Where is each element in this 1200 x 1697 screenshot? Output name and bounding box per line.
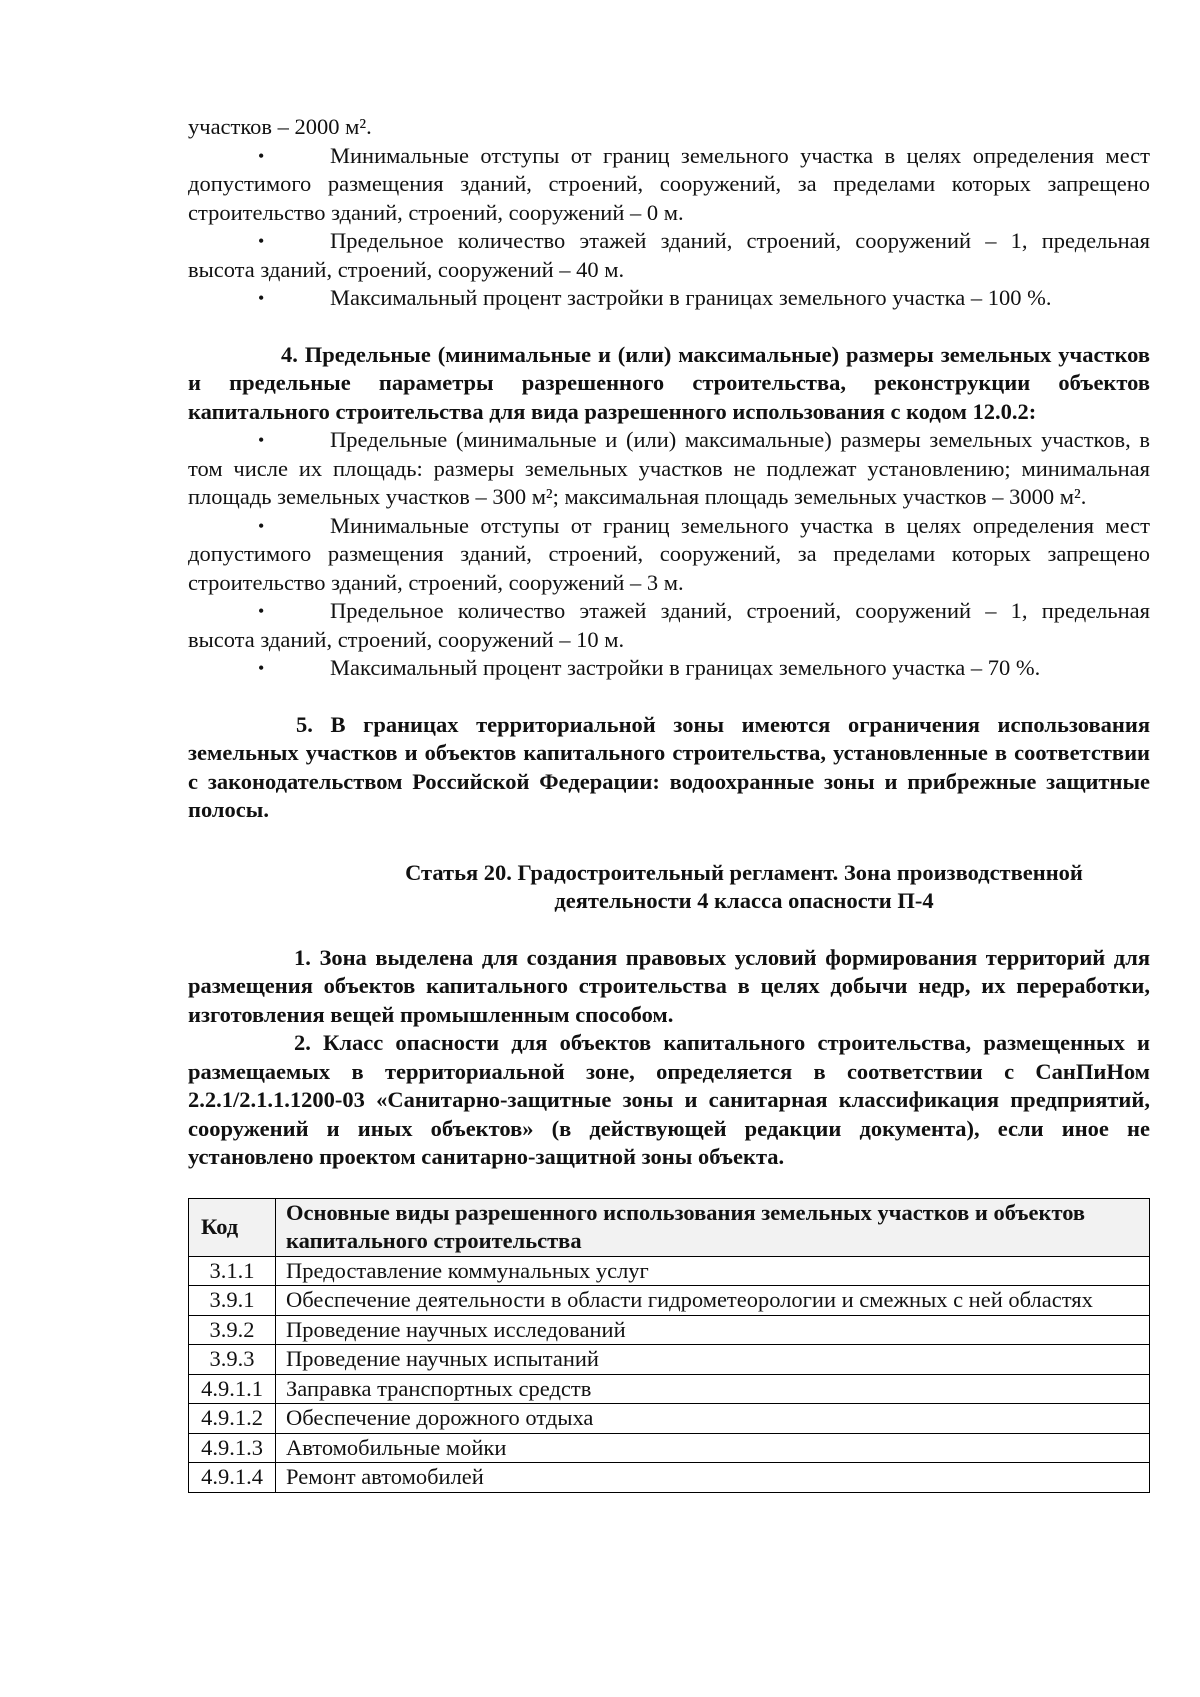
row-description: Автомобильные мойки [276,1433,1150,1463]
section-5-text: 5. В границах территориальной зоны имеются ограничения использования земельных участков и объектов капитального строительства, установленные в соответствии с законодательством Российской Федерации: водоохранные зоны и прибрежные защитные полосы. [188,711,1150,822]
row-code: 3.9.1 [189,1286,276,1316]
document-body [188,113,1150,1493]
row-code: 3.9.3 [189,1345,276,1375]
row-code: 4.9.1.3 [189,1433,276,1463]
article-title-line-2: деятельности 4 класса опасности П-4 [554,888,934,913]
bullet-icon: • [258,288,265,308]
bullet-icon: • [258,515,265,536]
table-row [189,1433,1150,1463]
bullet-icon: • [258,430,265,450]
bullet-item: • Максимальный процент застройки в границах земельного участка – 70 %. [188,654,1150,683]
bullet-item: • Предельное количество этажей зданий, строений, сооружений – 1, предельная высота зданий, строений, сооружений – 10 м. [188,598,1150,652]
row-code: 3.1.1 [189,1256,276,1286]
section-4-heading: 4. Предельные (минимальные и (или) максимальные) размеры земельных участков и предельные параметры разрешенного строительства, реконструкции объектов капитального строительства для вида разрешенного использования с кодом 12.0.2: [188,341,1150,424]
header-code: Код [189,1198,276,1256]
table-row [189,1256,1150,1286]
row-description: Обеспечение деятельности в области гидрометеорологии и смежных с ней областях [276,1286,1150,1316]
bullet-item: • Максимальный процент застройки в границах земельного участка – 100 %. [188,284,1150,313]
bullet-icon: • [258,601,265,621]
row-description: Проведение научных испытаний [276,1345,1150,1375]
article-paragraph-1: 1. Зона выделена для создания правовых условий формирования территорий для размещения объектов капитального строительства в целях добычи недр, их переработки, изготовления вещей промышленным способом. [188,944,1150,1027]
row-description: Обеспечение дорожного отдыха [276,1404,1150,1434]
row-code: 3.9.2 [189,1315,276,1345]
row-description: Предоставление коммунальных услуг [276,1256,1150,1286]
table-header-row [189,1198,1150,1256]
article-title-line-1: Статья 20. Градостроительный регламент. Зона производственной [405,859,1083,885]
row-description: Заправка транспортных средств [276,1374,1150,1404]
bullet-item: • Минимальные отступы от границ земельного участка в целях определения мест допустимого размещения зданий, строений, сооружений, за пределами которых запрещено строительство зданий, строений, сооружений – 3 м. [188,512,1150,595]
bullet-icon: • [258,231,265,251]
bullet-item: • Предельные (минимальные и (или) максимальные) размеры земельных участков, в том числе их площадь: размеры земельных участков не подлежат установлению; минимальная площадь земельных участков – 300 м²; максимальная площадь земельных участков – 3000 м². [188,427,1150,509]
table-row [189,1374,1150,1404]
row-description: Проведение научных исследований [276,1315,1150,1345]
bullet-icon: • [258,658,265,678]
permitted-use-table [188,1198,1150,1493]
table-row [189,1286,1150,1316]
table-row [189,1463,1150,1493]
bullet-item: • Предельное количество этажей зданий, строений, сооружений – 1, предельная высота зданий, строений, сооружений – 40 м. [188,228,1150,282]
table-row [189,1345,1150,1375]
table-row [189,1315,1150,1345]
row-code: 4.9.1.1 [189,1374,276,1404]
header-description: Основные виды разрешенного использования земельных участков и объектов капитального строительства [276,1198,1150,1256]
table-row [189,1404,1150,1434]
row-description: Ремонт автомобилей [276,1463,1150,1493]
row-code: 4.9.1.4 [189,1463,276,1493]
article-paragraph-2: 2. Класс опасности для объектов капитального строительства, размещенных и размещаемых в территориальной зоне, определяется в соответствии с СанПиНом 2.2.1/2.1.1.1200-03 «Санитарно-защитные зоны и санитарная классификация предприятий, сооружений и иных объектов» (в действующей редакции документа), если иное не установлено проектом санитарно-защитной зоны объекта. [188,1030,1150,1169]
continuation-text: участков – 2000 м². [188,114,372,139]
bullet-item: • Минимальные отступы от границ земельного участка в целях определения мест допустимого размещения зданий, строений, сооружений, за пределами которых запрещено строительство зданий, строений, сооружений – 0 м. [188,142,1150,225]
bullet-icon: • [258,145,265,166]
row-code: 4.9.1.2 [189,1404,276,1434]
